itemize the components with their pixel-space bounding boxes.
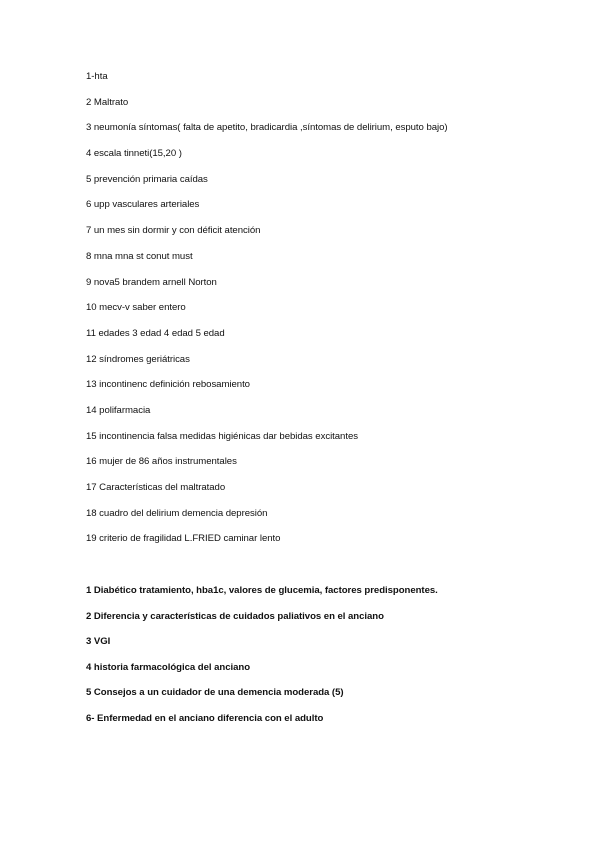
question-list-two [86,585,576,739]
list-item: 1 Diabético tratamiento, hba1c, valores de glucemia, factores predisponentes. [86,585,438,596]
list-item: 13 incontinenc definición rebosamiento [86,379,250,391]
list-item: 8 mna mna st conut must [86,250,193,262]
list-item: 11 edades 3 edad 4 edad 5 edad [86,327,225,339]
list-item: 19 criterio de fragilidad L.FRIED caminar lento [86,533,281,545]
list-item: 2 Diferencia y características de cuidados paliativos en el anciano [86,610,384,622]
list-item: 15 incontinencia falsa medidas higiénicas dar bebidas excitantes [86,430,358,442]
list-item: 4 escala tinneti(15,20 ) [86,148,182,160]
list-item: 5 Consejos a un cuidador de una demencia moderada (5) [86,687,344,699]
list-item: 14 polifarmacia [86,404,151,416]
list-item: 2 Maltrato [86,96,129,108]
list-item: 9 nova5 brandem arnell Norton [86,276,217,288]
list-item: 12 síndromes geriátricas [86,353,190,365]
list-item: 7 un mes sin dormir y con déficit atención [86,225,261,237]
list-item: 6- Enfermedad en el anciano diferencia con el adulto [86,712,324,724]
list-item: 4 historia farmacológica del anciano [86,661,251,673]
list-item: 17 Características del maltratado [86,482,226,493]
list-item: 5 prevención primaria caídas [86,173,208,185]
list-item: 1-hta [86,71,108,82]
question-list-one [86,71,576,559]
list-item: 3 VGI [86,636,111,648]
list-item: 6 upp vasculares arteriales [86,199,200,211]
list-item: 18 cuadro del delirium demencia depresión [86,507,268,519]
list-item: 10 mecv-v saber entero [86,302,186,314]
list-item: 16 mujer de 86 años instrumentales [86,456,237,468]
list-item: 3 neumonía síntomas( falta de apetito, bradicardia ,síntomas de delirium, esputo bajo) [86,122,448,134]
